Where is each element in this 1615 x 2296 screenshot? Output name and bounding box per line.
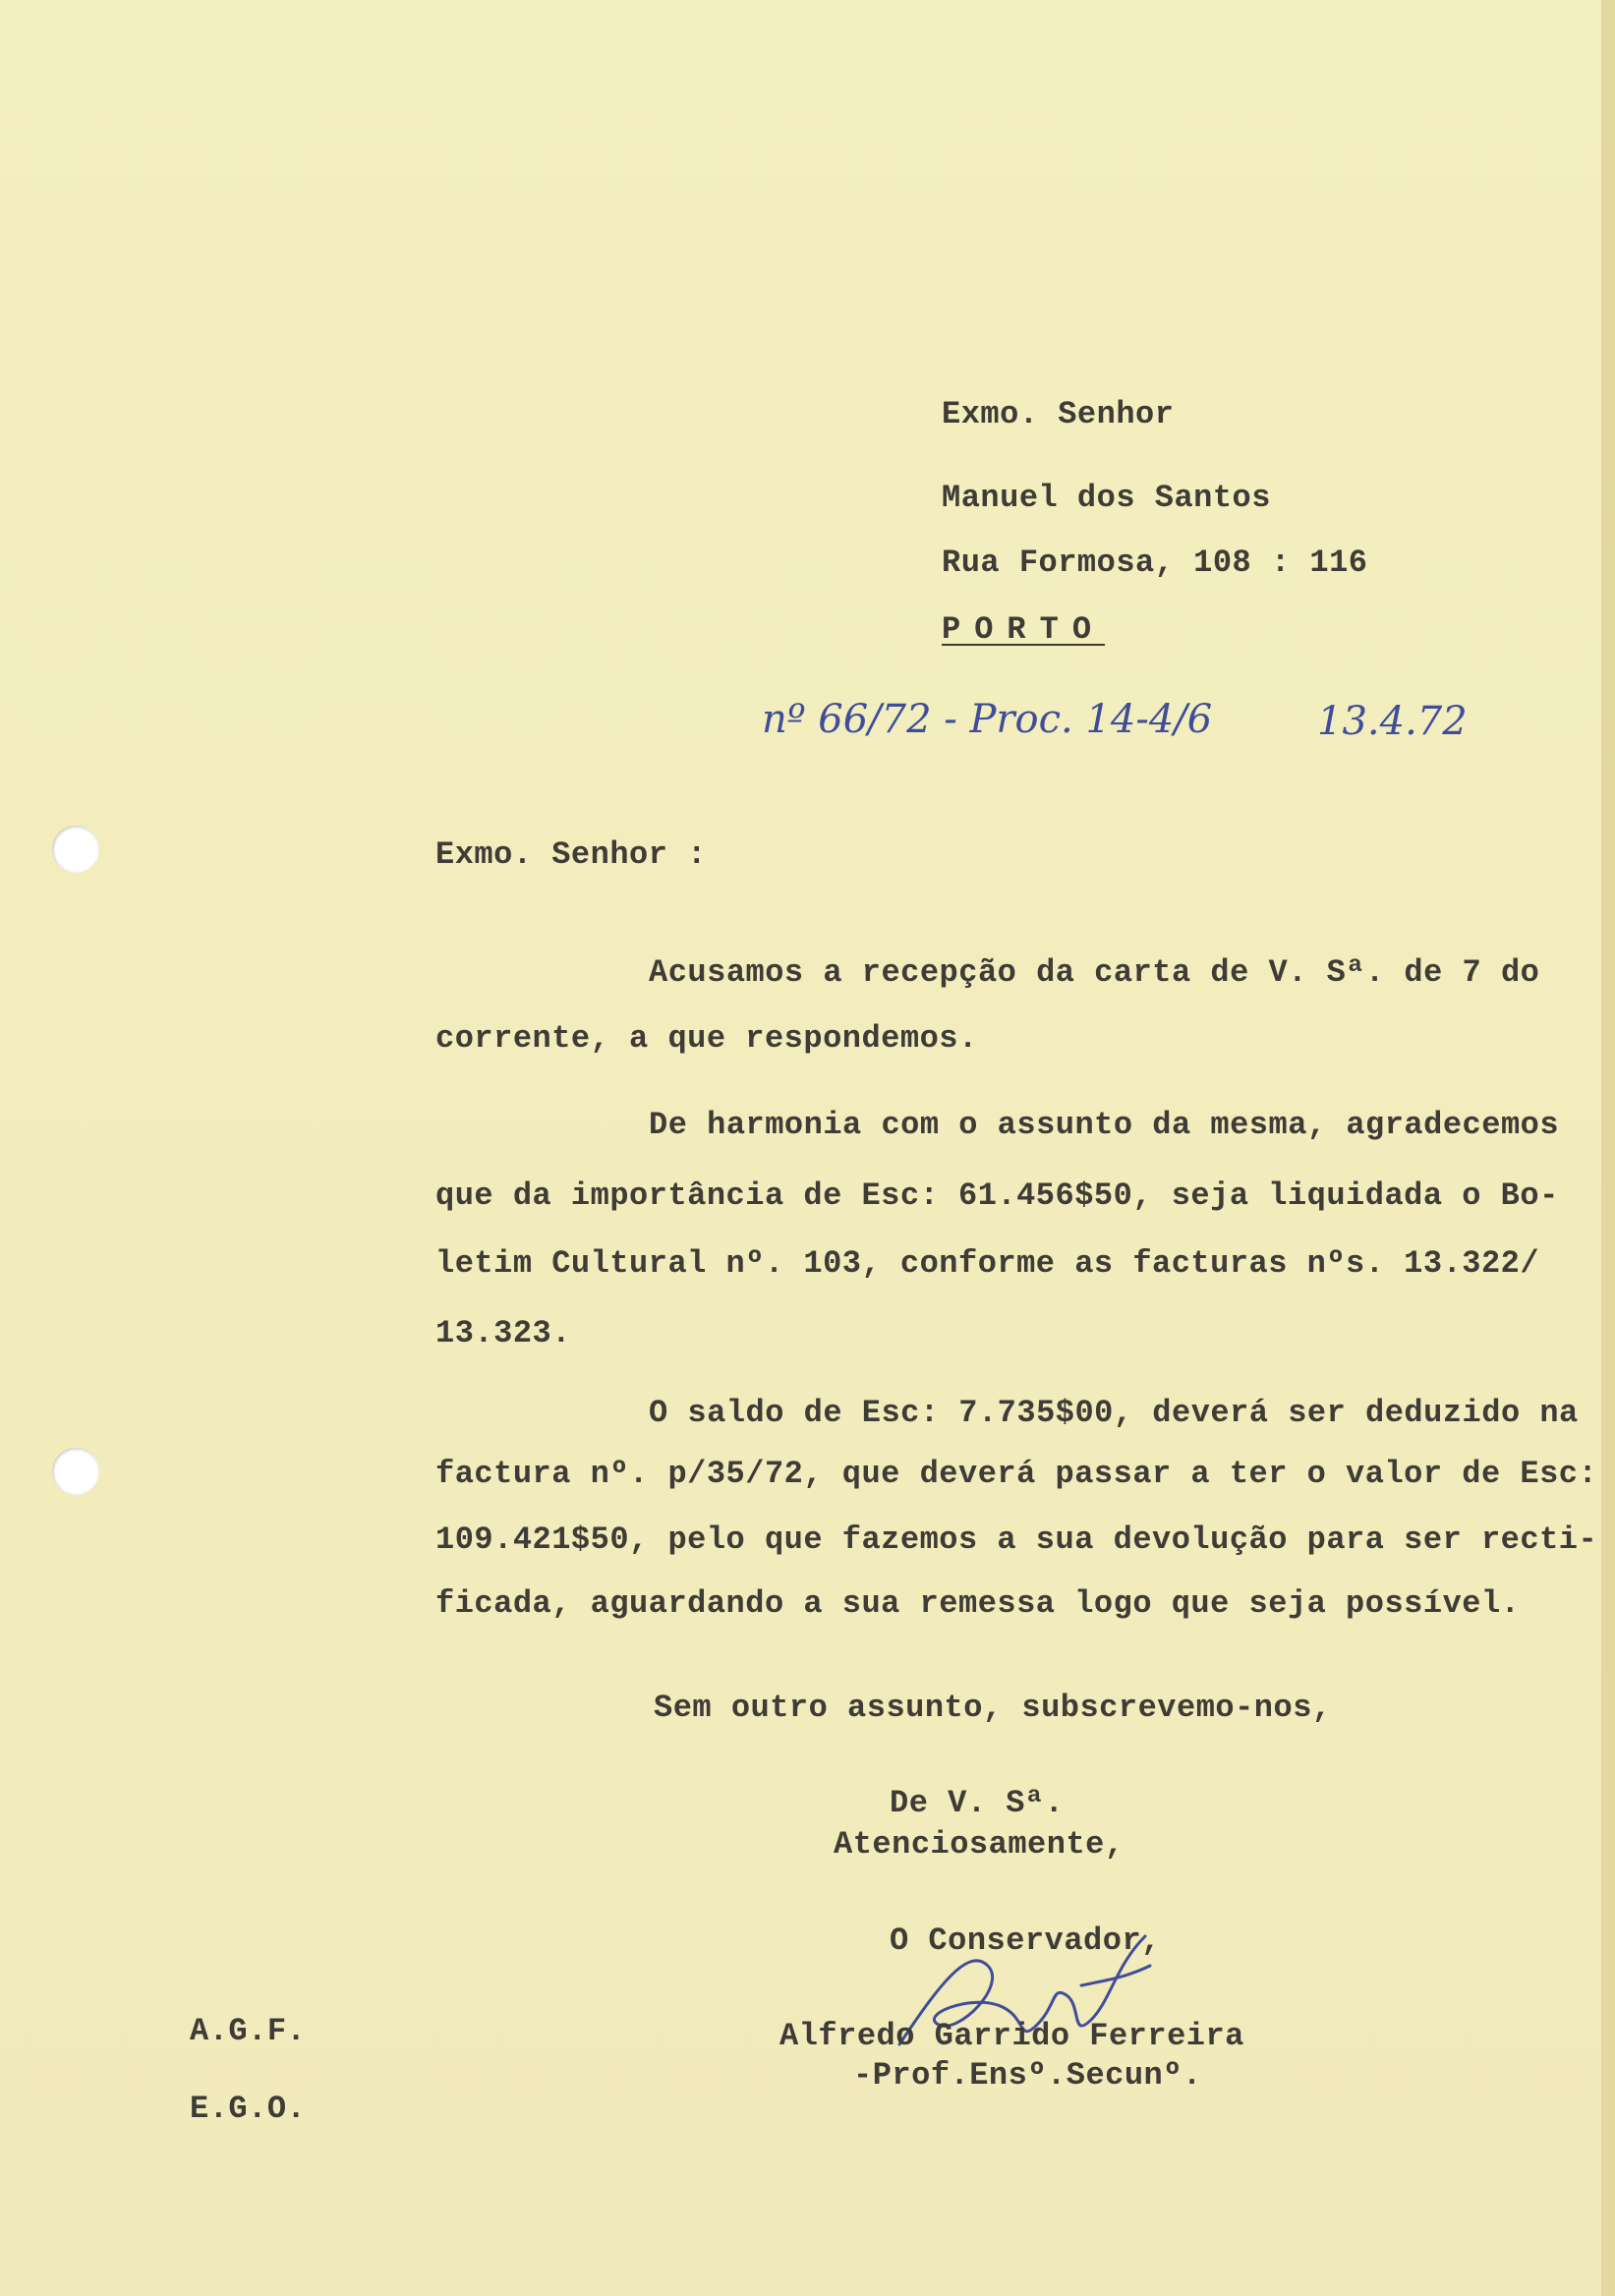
- punch-hole-top: [52, 826, 99, 873]
- recipient-city: PORTO: [942, 611, 1106, 648]
- body-line: corrente, a que respondemos.: [435, 1020, 978, 1057]
- signoff-title: -Prof.Ensº.Secunº.: [853, 2057, 1202, 2094]
- handwritten-date: 13.4.72: [1317, 699, 1468, 744]
- recipient-street: Rua Formosa, 108 : 116: [942, 545, 1368, 581]
- body-line: De harmonia com o assunto da mesma, agradecemos: [649, 1107, 1560, 1143]
- closing-line: Sem outro assunto, subscrevemo-nos,: [654, 1690, 1332, 1726]
- greeting: Exmo. Senhor :: [435, 836, 707, 873]
- body-line: ficada, aguardando a sua remessa logo que seja possível.: [435, 1585, 1521, 1622]
- body-line: 109.421$50, pelo que fazemos a sua devolução para ser recti-: [435, 1521, 1598, 1558]
- signoff-name: Alfredo Garrido Ferreira: [779, 2018, 1244, 2054]
- body-line: Acusamos a recepção da carta de V. Sª. de 7 do: [649, 954, 1540, 991]
- body-line: factura nº. p/35/72, que deverá passar a ter o valor de Esc:: [435, 1456, 1598, 1492]
- body-line: O saldo de Esc: 7.735$00, deverá ser deduzido na: [649, 1395, 1579, 1431]
- body-line: que da importância de Esc: 61.456$50, seja liquidada o Bo-: [435, 1177, 1559, 1214]
- initials-author: A.G.F.: [190, 2013, 307, 2049]
- signoff-role: O Conservador,: [890, 1923, 1161, 1959]
- initials-typist: E.G.O.: [190, 2091, 307, 2127]
- recipient-name: Manuel dos Santos: [942, 480, 1271, 516]
- body-line: 13.323.: [435, 1315, 571, 1351]
- handwritten-reference: nº 66/72 - Proc. 14-4/6: [762, 697, 1213, 742]
- body-line: letim Cultural nº. 103, conforme as facturas nºs. 13.322/: [435, 1245, 1540, 1282]
- signoff-line1: De V. Sª.: [890, 1785, 1065, 1821]
- recipient-salutation: Exmo. Senhor: [942, 396, 1175, 432]
- punch-hole-bottom: [52, 1448, 99, 1495]
- signoff-line2: Atenciosamente,: [834, 1826, 1125, 1863]
